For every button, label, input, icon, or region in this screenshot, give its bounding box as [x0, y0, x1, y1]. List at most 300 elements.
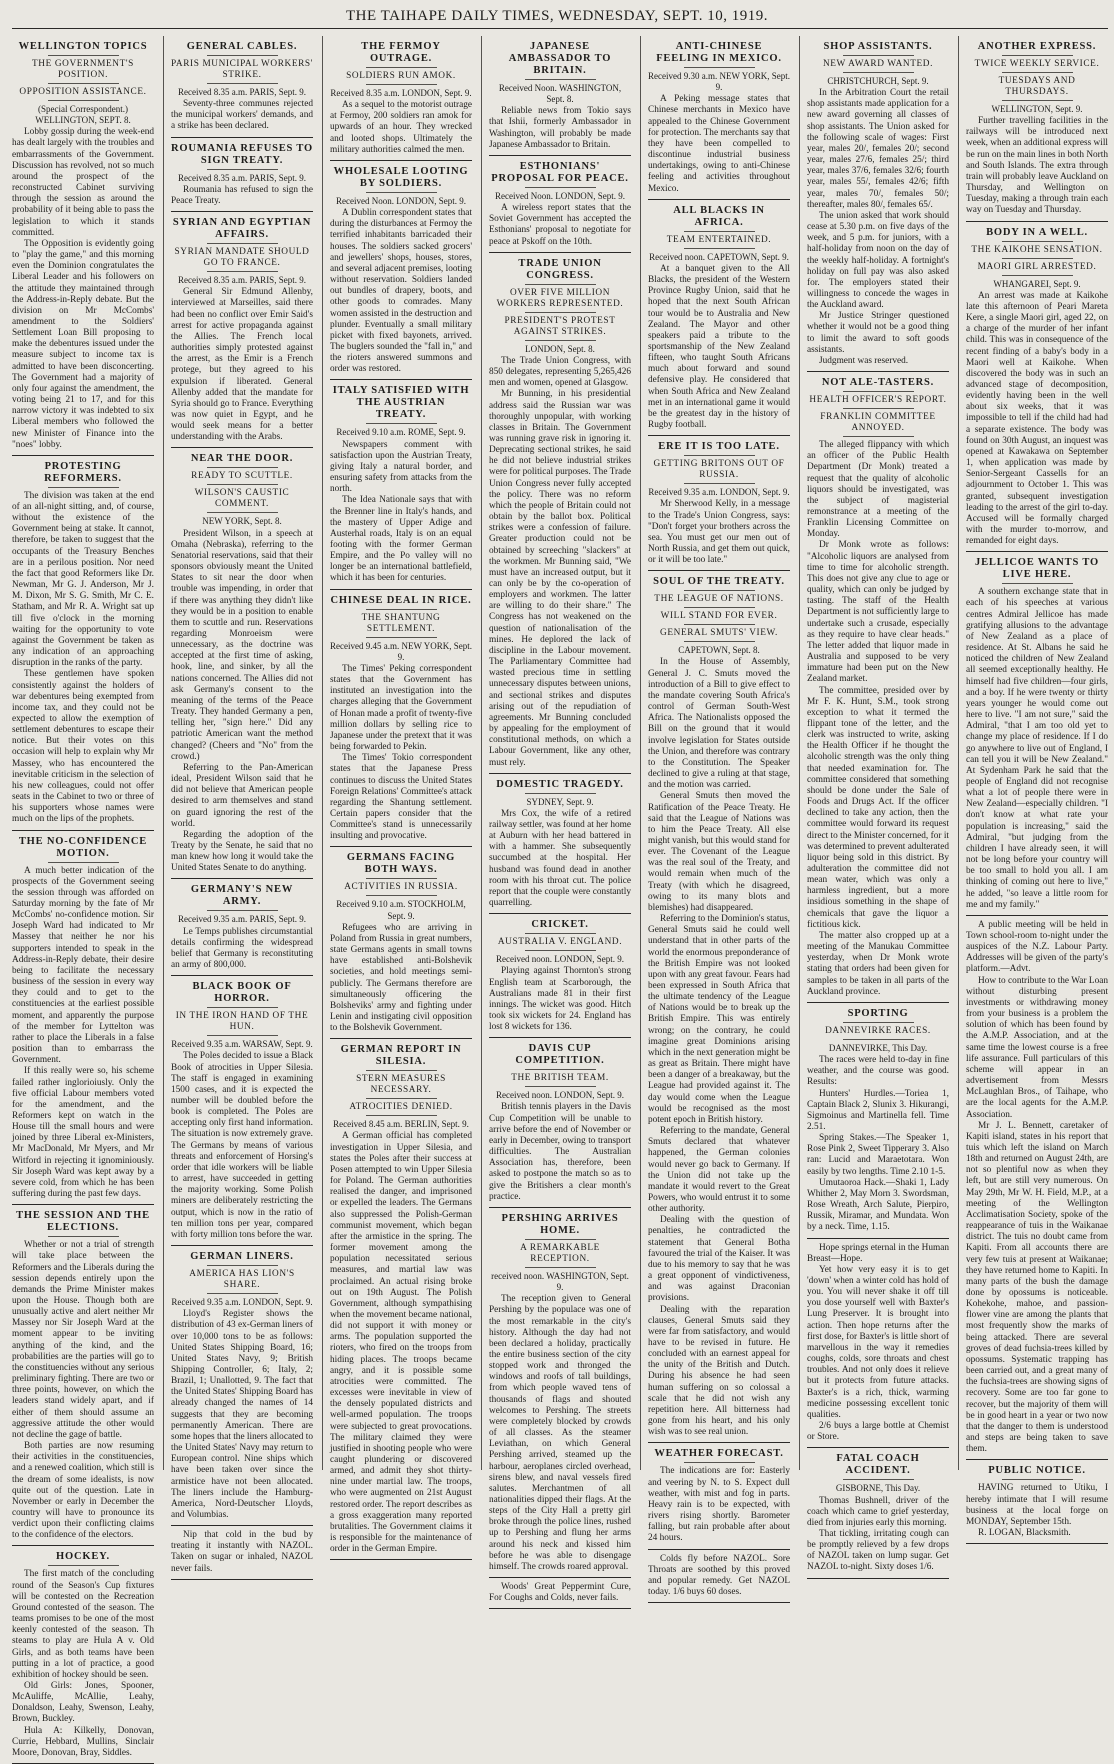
dateline: CHRISTCHURCH, Sept. 9.: [827, 76, 929, 86]
dateline: DANNEVIRKE, This Day.: [828, 1042, 928, 1053]
subheadline-rule: [207, 484, 278, 485]
article-paragraph: The Times' Peking correspondent states that the Government has instituted an investigation into the charges alleging that the Government of Honan made a profit of twenty-five million dollars by selling rice to Japanese under the pretext that it was being forwarded to Pekin.: [330, 663, 472, 753]
dateline: Received noon. CAPETOWN, Sept. 9.: [649, 251, 789, 262]
headline: JELLICOE WANTS TO LIVE HERE.: [975, 557, 1099, 581]
news-article: [12, 1551, 154, 1764]
subheadline-rule: [525, 312, 596, 313]
article-paragraph: An arrest was made at Kaikohe late this afternoon of Peari Mareta Kere, a single Maori girl, aged 22, on a charge of the murder of her infant child. This was in consequence of the recent finding of a baby's body in a Maori well at Kaikohe. When discovered the body was in such an advanced stage of decomposition, evidently having been in the well about six weeks, that it was impossible to tell if the child had had a separate existence. The body was found on 30th August, an inquest was opened at Kawakawa on September 1, when application was made by Senior-Sergeant Cassells for an adjournment to October 1. This was granted, subsequent investigation leading to the arrest of the girl to-day. Accused will be formally charged with the murder to-morrow, and remanded for eight days.: [966, 290, 1108, 547]
headline: DAVIS CUP COMPETITION.: [515, 1043, 605, 1067]
article-end-rule: [648, 199, 790, 200]
article-end-rule: [171, 975, 313, 976]
article-paragraph: A wireless report states that the Soviet Government has accepted the Esthonians' proposal to negotiate for peace at Pskoff on the 10th.: [489, 203, 631, 247]
article-paragraph: Woods' Great Peppermint Cure, For Coughs and Colds, never fails.: [489, 1582, 631, 1604]
article-paragraph: The Times' Tokio correspondent states that the Japanese Press continues to discuss the United States Foreign Relations' Committee's attack regarding the Shantung settlement. Certain papers consider that the Committee's stand is unnecessarily insulting and provocative.: [330, 753, 472, 842]
article-end-rule: [807, 371, 949, 372]
article-end-rule: [171, 1579, 313, 1580]
headline-rule: [366, 423, 437, 424]
subheadline-rule: [684, 248, 755, 249]
headline-rule: [525, 793, 596, 794]
article-paragraph: British tennis players in the Davis Cup Competition will be unable to arrive before the end of November or early in December, owing to transport difficulties. The Australian Association has, therefore, been asked to postpone the match so as to give the Britishers a clear month's practice.: [489, 1102, 631, 1202]
article-paragraph: The matter also cropped up at a meeting of the Manukau Committee yesterday, when Dr Monk wrote stating that orders had been given for samples to be taken in all parts of the Auckland province.: [807, 930, 949, 997]
article-end-rule: [966, 915, 1108, 916]
news-column: [648, 36, 791, 1597]
article-end-rule: [807, 1238, 949, 1239]
subheadline-rule: [684, 641, 755, 642]
headline: SHOP ASSISTANTS.: [823, 41, 933, 52]
article-end-rule: [171, 211, 313, 212]
article-paragraph: Referring to the Dominion's status, General Smuts said he could well understand that in other parts of the world the enormous preponderance of the British Empire was not looked upon with any great favour. Fears had been expressed in South Africa that the ultimate tendency of the League of Nations would be to break up the British Empire. This was entirely wrong; on the contrary, he could imagine great Dominions arising which in the next generation might be as great as Britain. There might have been a danger of a breakaway, but the League had provided against it. The day would come when the League would be recognised as the most potent epoch in British history.: [648, 914, 791, 1125]
article-paragraph: Seventy-three communes rejected the municipal workers' demands, and a strike has been declared.: [171, 99, 313, 132]
headline: HOCKEY.: [56, 1551, 110, 1563]
headline: PROTESTING REFORMERS.: [44, 460, 122, 484]
headline-rule: [684, 231, 755, 232]
news-article: [807, 1008, 949, 1239]
article-paragraph: The division was taken at the end of an all-night sitting, and, of course, without the existence of the Government being at stake. It cannot, therefore, be taken to suggest that the occupants of the Treasury Benches are in a perilous position. Nor need the fact that good Reformers like Dr. Newman, Mr G. J. Anderson, Mr J. M. Dixon, Mr S. G. Smith, Mr C. E. Statham, and Mr R. A. Wright sat up till five o'clock in the morning waiting for the opportunity to vote against the Government be taken as any indication of an approaching disruption in the ranks of the party.: [12, 490, 154, 669]
headline-rule: [207, 910, 278, 911]
news-column: [12, 36, 154, 1758]
subheadline: THE LEAGUE OF NATIONS.: [654, 594, 784, 605]
subheadline-rule: [684, 624, 755, 625]
headline-rule: [843, 55, 914, 56]
news-article: [12, 836, 154, 1206]
dateline: Received 8.45 a.m. BERLIN, Sept. 9.: [333, 1119, 469, 1130]
article-end-rule: [12, 1545, 154, 1546]
article-paragraph: Newspapers comment with satisfaction upon the Austrian Treaty, giving Italy a natural border, and ensuring safety from attacks from the north.: [330, 439, 472, 495]
column-rule: [799, 36, 800, 1470]
headline-rule: [366, 878, 437, 879]
subheadline-rule: [48, 83, 119, 84]
headline-rule: [48, 1236, 119, 1237]
subheadline: READY TO SCUTTLE.: [191, 471, 293, 482]
article-end-rule: [966, 1543, 1108, 1544]
dateline: Received 8.35 a.m. PARIS, Sept. 9.: [178, 172, 306, 183]
dateline: Received 9.35 a.m. PARIS, Sept. 9.: [178, 914, 306, 925]
dateline: Received noon. LONDON, Sept. 9.: [496, 954, 624, 965]
article-end-rule: [330, 846, 472, 847]
subheadline-rule: [1002, 100, 1073, 101]
headline: ANTI-CHINESE FEELING IN MEXICO.: [656, 41, 782, 64]
dateline: Received noon. LONDON, Sept. 9.: [496, 1090, 624, 1101]
article-end-rule: [966, 1459, 1108, 1460]
article-paragraph: The indications are for: Easterly and veering by N. to S. Expect dull weather, with mist and fog in parts. Heavy rain is to be expected, with rivers rising shortly. Barometer falling, but rain probable after about 24 hours.: [648, 1466, 790, 1544]
article-paragraph: If this really were so, his scheme failed rather inglorioiusly. Only the five official Labour members voted for the amendment, and the Reformers kept on watch in the House till the small hours and were joined by three Liberal ex-Ministers, Mr MacDonald, Mr Myers, and Mr Witford in rejecting it ignominiously. Sir Joseph Ward was kept away by a severe cold, from which he has been suffering during the past few days.: [12, 1066, 154, 1200]
article-end-rule: [12, 1204, 154, 1205]
article-paragraph: General Smuts then moved the Ratification of the Peace Treaty. He said that the League of Nations was to him the Peace Treaty. All else might vanish, but this would stand for ever. The Covenant of the League was the real soul of the Treaty, and would remain when much of the Treaty (with which he disagreed, owing to its many blots and blemishes) had disappeared.: [648, 791, 790, 913]
headline: NOT ALE-TASTERS.: [821, 377, 935, 389]
article-end-rule: [489, 252, 631, 253]
news-article: [12, 41, 154, 456]
news-column: [489, 36, 631, 1604]
news-article: [489, 1582, 631, 1609]
headline: ERE IT IS TOO LATE.: [658, 441, 780, 453]
dateline: received noon. WASHINGTON, Sept. 9.: [491, 1270, 629, 1293]
headline: CHINESE DEAL IN RICE.: [330, 594, 472, 606]
headline-rule: [843, 1479, 914, 1480]
news-article: [489, 258, 631, 774]
article-paragraph: Dealing with the question of penalties, he contradicted the statement that General Botha favoured the trial of the Kaiser. It was due to his memory to say that he was a great opponent of vindictiveness, and was against Draconian provisions.: [648, 1215, 790, 1304]
news-column: [966, 36, 1109, 1538]
headline: ROUMANIA REFUSES TO SIGN TREATY.: [171, 142, 314, 166]
headline-rule: [1002, 55, 1073, 56]
headline: GERMANS FACING BOTH WAYS.: [346, 852, 456, 876]
news-column: [807, 36, 949, 1573]
subheadline: FRANKLIN COMMITTEE ANNOYED.: [820, 412, 936, 434]
article-end-rule: [171, 447, 313, 448]
article-paragraph: Referring to the mandate, General Smuts declared that whatever happened, the German colonies would never go back to Germany. If the Union did not take up the mandate it would revert to the Great Powers, who would entrust it to some other authority.: [648, 1126, 790, 1215]
dateline: Received Noon. LONDON, Sept. 9.: [336, 195, 466, 206]
article-end-rule: [171, 878, 313, 879]
headline-rule: [207, 1265, 278, 1266]
news-article: [12, 1210, 154, 1546]
article-paragraph: A Dublin correspondent states that during the disturbances at Fermoy the terrified inhabitants barricaded their houses. The soldiers sacked grocers' and jewellers' shops, houses, stores, and several adjacent premises, looting without reservation. Soldiers landed out bundles of drapery, boots, and other goods to comrades. Many women assisted in the destruction and plunder. Eventually a small military picket with fixed bayonets, arrived. The buglers sounded the "fall in," and the rioters answered summons and order was restored.: [330, 208, 472, 375]
subheadline-rule: [366, 637, 437, 638]
news-article: [489, 1213, 631, 1578]
article-paragraph: Refugees who are arriving in Poland from Russia in great numbers, state Germans agents in small towns have established anti-Bolshevik societies, and hold meetings semi-publicly. The Germans therefore are simultaneously officering the Bolsheviks' army and fighting under Lenin and instigating civil opposition to the Bolshevik Government.: [330, 922, 472, 1034]
headline-rule: [843, 1022, 914, 1023]
subheadline: AMERICA HAS LION'S SHARE.: [189, 1269, 295, 1291]
article-end-rule: [648, 1442, 790, 1443]
headline: GERMAN REPORT IN SILESIA.: [340, 1044, 462, 1068]
dateline: Received 8.35 a.m. PARIS, Sept. 9.: [178, 87, 306, 97]
subheadline: SYRIAN MANDATE SHOULD GO TO FRANCE.: [174, 247, 310, 269]
article-paragraph: President Wilson, in a speech at Omaha (Nebraska), referring to the Senatorial reservations, said that their sponsors obviously meant the United States to sit near the door when trouble was impending, in order that if there was anything they didn't like they would be in a position to enable them to scuttle and run. Reservations regarding Monroeism were unnecessary, as the doctrine was accepted at the first time of asking, hook, line, and sinker, by all the nations concerned. The Allies did not ask Germany's consent to the meaning of the terms of the Peace Treaty. They handed Germany a pen, telling her, "sign here." Did any patriotic American want the method changed? (Cheers and "No" from the crowd.): [171, 528, 313, 762]
news-article: [648, 41, 790, 200]
article-paragraph: Spring Stakes.—The Speaker 1, Rose Pink 2, Sweet Tipperary 3. Also ran: Lucid and Maraetotara. Won easily by two lengths. Time 2.10 1-5.: [807, 1133, 949, 1177]
dateline: CAPETOWN, Sept. 8.: [678, 645, 760, 656]
column-rule: [958, 36, 959, 1470]
subheadline: THE GOVERNMENT'S POSITION.: [32, 59, 134, 80]
subheadline-rule: [525, 950, 596, 951]
dateline: Received 9.45 a.m. NEW YORK, Sept. 9.: [330, 640, 472, 662]
news-article: [966, 1465, 1108, 1544]
dateline: Received 9.35 a.m. LONDON, Sept. 9.: [648, 487, 790, 498]
subheadline: WILSON'S CAUSTIC COMMENT.: [194, 488, 290, 510]
news-article: [489, 41, 631, 156]
headline: BLACK BOOK OF HORROR.: [192, 981, 292, 1005]
article-paragraph: Hunters' Hurdles.—Toriea 1, Captain Black 2, Slunix 3. Hikurangi, Sigmoinus and Martinella fell. Time 2.51.: [807, 1088, 949, 1132]
subheadline: A REMARKABLE RECEPTION.: [520, 1242, 600, 1264]
dateline: WELLINGTON, Sept. 9.: [991, 104, 1083, 114]
dateline: Received 8.35 a.m. LONDON, Sept. 9.: [330, 88, 472, 98]
news-column: [171, 36, 314, 1574]
news-article: [648, 576, 790, 1443]
column-rule: [481, 36, 482, 1470]
headline-rule: [525, 284, 596, 285]
news-article: [648, 205, 790, 437]
article-end-rule: [171, 137, 313, 138]
article-paragraph: R. LOGAN, Blacksmith.: [978, 1527, 1071, 1538]
subheadline: OPPOSITION ASSISTANCE.: [19, 87, 147, 97]
article-paragraph: The Trade Union Congress, with 850 delegates, representing 5,265,426 men and women, opened at Glasgow.: [489, 355, 631, 389]
news-article: [489, 779, 631, 915]
subheadline-rule: [843, 72, 914, 73]
subheadline: AUSTRALIA V. ENGLAND.: [497, 937, 623, 948]
article-end-rule: [330, 589, 472, 590]
subheadline-rule: [525, 340, 596, 341]
headline-rule: [684, 455, 755, 456]
news-article: [171, 1530, 313, 1580]
news-article: [966, 920, 1108, 1461]
article-end-rule: [489, 155, 631, 156]
headline: GERMAN LINERS.: [190, 1251, 294, 1263]
subheadline-rule: [207, 1035, 278, 1036]
article-paragraph: A German official has completed investigation in Upper Silesia, and states the Poles after their success at Posen attempted to win Upper Silesia for Poland. The German authorities realised the danger, and imprisoned or expelled the leaders. The Germans also suppressed the Polish-German communist movement, which began after the armistice in the spring. The former movement among the population necessitated serious measures, and martial law was proclaimed. An actual rising broke out on 19th August. The Polish Government, although sympathising when the movement became national, did not support it with money or arms. The population supported the rioters, who fired on the troops from hiding places. The troops became angry, and it is possible some atrocities were committed. The excesses were inevitable in view of the densely populated districts and well-armed population. The troops were subjected to great provocations. The military claimed they were justified in shooting people who were caught plundering or discovered armed, and admit they shot thirty-nine under martial law. The troops, who were augmented on 21st August restored order. The report describes as a gross exaggeration many reported brutalities. The Government claims it is responsible for the maintenance of order in the German Empire.: [330, 1131, 472, 1555]
news-article: [171, 143, 313, 212]
news-article: [966, 557, 1108, 916]
headline: GENERAL CABLES.: [186, 41, 298, 52]
headline-rule: [525, 1239, 596, 1240]
article-end-rule: [330, 379, 472, 380]
article-end-rule: [330, 160, 472, 161]
dateline: SYDNEY, Sept. 9.: [526, 796, 594, 807]
article-paragraph: Mr Sherwood Kelly, in a message to the Trade's Union Congress, says: "Don't forget your brothers across the sea. You must get our men out of North Russia, and get them out quick, or it will be too late.": [648, 499, 790, 566]
headline: JAPANESE AMBASSADOR TO BRITAIN.: [508, 41, 612, 76]
article-paragraph: Referring to the Pan-American ideal, President Wilson said that he did not believe that American people desired to arm themselves and stand on guard ignoring the rest of the world.: [171, 762, 313, 829]
article-end-rule: [648, 1602, 790, 1603]
headline-rule: [684, 67, 755, 68]
article-end-rule: [330, 1559, 472, 1560]
subheadline: GENERAL SMUTS' VIEW.: [660, 628, 778, 639]
headline: PUBLIC NOTICE.: [988, 1465, 1086, 1477]
headline: NEAR THE DOOR.: [190, 453, 294, 465]
news-article: [966, 41, 1108, 222]
article-end-rule: [648, 570, 790, 571]
article-end-rule: [12, 830, 154, 831]
article-paragraph: At a banquet given to the All Blacks, the president of the Western Province Rugby Union, said that he hoped that the next South African tour would be to Australia and New Zealand. The Mayor and other speakers paid a tribute to the sportsmanship of the New Zealand fifteen, who taught South Africans much about forward and sound defensive play. He considered that when South Africa and New Zealand met in an international game it would be the greatest day in the history of Rugby football.: [648, 263, 790, 431]
subheadline-rule: [1002, 72, 1073, 73]
news-article: [171, 981, 313, 1246]
article-paragraph: As a sequel to the motorist outrage at Fermoy, 200 soldiers ran amok for upwards of an hour. They wrecked and looted shops. Ultimately the military authorities calmed the men.: [330, 100, 472, 155]
article-paragraph: Dr Monk wrote as follows: "Alcoholic liquors are analysed from time to time for alcoholic strength. This does not give any clue to age or quality, which can only be judged by tasting. The staff of the Health Department is not sufficiently large to undertake such a crusade, especially as they require to have clear heads." The letter added that liquor made in Australia and supposed to be very immature had been put on the New Zealand market.: [807, 540, 949, 685]
article-end-rule: [966, 551, 1108, 552]
subheadline: THE BRITISH TEAM.: [511, 1073, 609, 1084]
dateline: Received 9.35 a.m. LONDON, Sept. 9.: [171, 1297, 313, 1308]
subheadline-rule: [366, 84, 437, 85]
subheadline: TWICE WEEKLY SERVICE.: [974, 59, 1100, 69]
article-paragraph: The Opposition is evidently going to "play the game," and this morning even the Dominion congratulates the Liberal Leader and his followers on the attitude they maintained through the Address-in-Reply debate. But the division on Mr McCombs' amendment to the Soldiers' Settlement Loan Bill proposing to make the debentures issued under the measure subject to income tax is admitted to have been disconcerting. The Government had a majority of only four against the amendment, the voting being 21 to 17, and for this narrow victory it was indebted to six Liberal members who followed the new Minister of Finance into the "noes" lobby.: [12, 238, 154, 450]
headline-rule: [684, 590, 755, 591]
headline-rule: [207, 467, 278, 468]
article-paragraph: Regarding the adoption of the Treaty by the Senate, he said that no man knew how long it would take the United States Senate to do anything.: [171, 829, 313, 874]
headline-rule: [843, 391, 914, 392]
article-end-rule: [12, 455, 154, 456]
subheadline-rule: [366, 895, 437, 896]
subheadline: HEALTH OFFICER'S REPORT.: [809, 395, 947, 406]
headline-rule: [1002, 1479, 1073, 1480]
subheadline-rule: [366, 1115, 437, 1116]
headline-rule: [525, 79, 596, 80]
subheadline: NEW AWARD WANTED.: [822, 59, 934, 69]
headline: GERMANY'S NEW ARMY.: [190, 884, 294, 908]
subheadline-rule: [48, 100, 119, 101]
news-article: [807, 1453, 949, 1578]
news-article: [330, 166, 472, 381]
article-paragraph: In the House of Assembly, General J. C. Smuts moved the introduction of a Bill to give effect to the mandate covering South Africa's control of German South-West Africa. The Nationalists opposed the Bill on the ground that it would involve legislation for States outside the Union, and therefore was contrary to the Constitution. The Speaker declined to give a ruling at that stage, and the motion was carried.: [648, 657, 790, 791]
dateline: GISBORNE, This Day.: [835, 1483, 921, 1494]
news-article: [489, 919, 631, 1038]
article-end-rule: [807, 1002, 949, 1003]
news-article: [648, 1448, 790, 1549]
column-rule: [322, 36, 323, 1470]
article-paragraph: A southern exchange state that in each of his speeches at various centres Admiral Jellicoe has made gratifying allusions to the advantage of New Zealand as a place of residence. At St. Albans he said he noticed the children of New Zealand all seemed exceptionally healthy. He himself had five children—four girls, and a boy. If he were twenty or thirty years younger he would come out here to live. "I am not sure," said the Admiral, "that I am too old yet to change my place of residence. If I do go anywhere to live out of England, I can tell you it will be New Zealand." At Sydenham Park he said that the people of England did not recognise what a lot of people there were in New Zealand—especially children. "I don't know at what rate your population is increasing," said the Admiral, "but judging from the children I have already seen, it will not be long before your country will be too small to hold you all. I am thinking of coming out here to live," he added, "so leave a little room for me and my family.": [966, 587, 1108, 910]
subheadline-rule: [1002, 275, 1073, 276]
article-paragraph: Lloyd's Register shows the distribution of 43 ex-German liners of over 10,000 tons to be as follows: United States Shipping Board, 16; United States Navy, 9; British Shipping Controller, 6; Italy, 2; Brazil, 1; Unallotted, 9. The fact that the United States' Shipping Board has already changed the names of 14 suggests that they are becoming permanently American. There are some hopes that the liners allocated to the United States' Navy may return to European control. Nine ships which have been taken over since the armistice have not been allocated. The liners include the Hamburg-America, Nord-Deutscher Lloyds, and Volumbias.: [171, 1309, 313, 1520]
article-paragraph: Further travelling facilities in the railways will be introduced next week, when an additional express will be run on the main lines in both North and South Islands. The extra through train will probably leave Auckland on Thursday, and Wellington on Tuesday, making a through train each way on Tuesday and Thursday.: [966, 116, 1109, 216]
subheadline: GETTING BRITONS OUT OF RUSSIA.: [653, 459, 785, 481]
headline: ALL BLACKS IN AFRICA.: [673, 204, 765, 228]
news-article: [330, 852, 472, 1039]
subheadline: WILL STAND FOR EVER.: [660, 611, 778, 622]
subheadline-rule: [843, 436, 914, 437]
news-article: [966, 227, 1108, 553]
subheadline: TEAM ENTERTAINED.: [666, 234, 772, 245]
headline: FATAL COACH ACCIDENT.: [836, 1453, 920, 1477]
subheadline: ATROCITIES DENIED.: [349, 1102, 453, 1113]
news-article: [807, 41, 949, 372]
article-paragraph: The reception given to General Pershing by the populace was one of the most remarkable in the city's history. Although the day had not been declared a holiday, practically the entire business section of the city stopped work and thronged the windows and roofs of tall buildings, from which people waved tens of thousands of flags and shouted welcomes to Pershing. The streets were completely blocked by crowds of all classes. As the steamer Leviathan, on which General Pershing arrived, steamed up the harbour, aeroplanes circled overhead, sirens blew, and naval vessels fired salutes. Merchantmen of all nationalities dipped their flags. At the steps of the City Hall a pretty girl broke through the police lines, rushed up to Pershing and flung her arms around his neck and kissed him before he was able to disengage himself. The crowds roared approval.: [489, 1294, 631, 1572]
column-rule: [163, 36, 164, 1470]
headline-rule: [525, 187, 596, 188]
news-column: [330, 36, 472, 1555]
dateline: Received 8.35 a.m. PARIS, Sept. 9.: [178, 275, 306, 286]
subheadline-rule: [525, 1086, 596, 1087]
news-article: [171, 884, 313, 976]
article-paragraph: 2/6 buys a large bottle at Chemist or Store.: [807, 1421, 949, 1443]
headline: ANOTHER EXPRESS.: [977, 41, 1097, 52]
article-paragraph: The union asked that work should cease at 5.30 p.m. on five days of the week, and 5 p.m. for juniors, with a half-holiday from noon on the day of the weekly half-holiday. A fortnight's holiday on full pay was also asked for. The employers stated their willingness to concede the wages in the Auckland award.: [807, 210, 949, 311]
article-paragraph: The Idea Nationale says that with the Brenner line in Italy's hands, and the mastery of Upper Adige and Austerhal roads, Italy is on an equal footing with the former German Empire, and the Po valley will no longer be an international battlefield, which it has been for centuries.: [330, 495, 472, 584]
article-paragraph: Le Temps publishes circumstantial details confirming the widespread belief that Germany is reconstituting an army of 800,000.: [171, 926, 313, 971]
headline-rule: [366, 67, 437, 68]
headline-rule: [525, 933, 596, 934]
subheadline-rule: [525, 1267, 596, 1268]
dateline: Received Noon. WASHINGTON, Sept. 8.: [498, 83, 622, 105]
article-paragraph: Mrs Cox, the wife of a retired railway settler, was found at her home at Auburn with her head battered in with a hammer. She subsequently succumbed at the hospital. Her husband was found dead in another room with his throat cut. The police report that the couple were constantly quarrelling.: [489, 808, 631, 909]
headline: CRICKET.: [531, 919, 589, 931]
headline-rule: [684, 1462, 755, 1463]
dateline: Received 9.10 a.m. STOCKHOLM, Sept. 9.: [336, 899, 466, 921]
headline: SOUL OF THE TREATY.: [653, 576, 785, 588]
article-paragraph: Lobby gossip during the week-end has dealt largely with the troubles and embarrassments of the Government. Discussion has revolved, not so much around the prospect of the reconstructed Cabinet surviving through the session as around the probability of it being able to pass the legislation to which it stands committed.: [12, 127, 154, 238]
headline-rule: [48, 55, 119, 56]
column-rule: [640, 36, 641, 1470]
news-article: [489, 1043, 631, 1208]
subheadline: STERN MEASURES NECESSARY.: [356, 1074, 446, 1096]
headline: TRADE UNION CONGRESS.: [518, 257, 602, 281]
article-paragraph: The races were held to-day in fine weather, and the course was good. Results:: [807, 1055, 949, 1088]
article-paragraph: Yet how very easy it is to get 'down' when a winter cold has hold of you. You will never shake it off till you dose yourself well with Baxter's Lung Preserver. It is brought into action. Then hope returns after the first dose, for Baxter's is little short of marvellous in the way it remedies coughs, colds, sore throats and chest troubles. And not only does it relieve but it protects from future attacks. Baxter's is a rich, thick, warming medicine possessing excellent tonic qualities.: [807, 1264, 949, 1420]
headline: SPORTING: [847, 1007, 909, 1019]
article-paragraph: A Peking message states that Chinese merchants in Mexico have appealed to the Chinese Government for protection. The merchants say that they have been compelled to discontinue industrial business undertakings, owing to anti-Chinese feeling and activities throughout Mexico.: [648, 94, 790, 194]
article-end-rule: [489, 1037, 631, 1038]
headline-rule: [1002, 241, 1073, 242]
headline: THE NO-CONFIDENCE MOTION.: [18, 835, 148, 859]
subheadline-rule: [843, 1039, 914, 1040]
news-article: [171, 217, 313, 448]
article-paragraph: How to contribute to the War Loan without disturbing present investments or withdrawing money from your business is a problem the solution of which has been found by the A.M.P. Association, and at the same time the lowest course is a free life assurance. Full particulars of this scheme will appear in an advertisement from Messrs McLaughlan Bros., of Taihape, who are the local agents for the A.M.P. Association.: [966, 975, 1108, 1120]
masthead-title: THE TAIHAPE DAILY TIMES, WEDNESDAY, SEPT. 10, 1919.: [346, 8, 768, 24]
masthead-rule: [12, 28, 1108, 29]
article-paragraph: Dealing with the reparation clauses, General Smuts said they were far from satisfactory, and would have to be revised in future. He concluded with an earnest appeal for the unity of the British and Dutch. During his absence he had seen human suffering on so colossal a scale that he did not wish any repetition here. All bitterness had gone from his heart, and his only wish was to see real union.: [648, 1304, 790, 1438]
news-article: [648, 441, 790, 571]
headline-rule: [366, 609, 437, 610]
subheadline: MAORI GIRL ARRESTED.: [977, 261, 1097, 272]
article-paragraph: Umutaoroa Hack.—Shaki 1, Lady Whither 2, May Morn 3. Swordsman, Rose Wreath, Arch Salute, Pierpiro, Russik, Miramar, and Mundata. Won by a neck. Time, 1.15.: [807, 1177, 949, 1233]
article-paragraph: Reliable news from Tokio says that Ishii, formerly Ambassador in Washington, will probably be made Japanese Ambassador to Britain.: [489, 106, 631, 150]
dateline: Received 9.35 a.m. WARSAW, Sept. 9.: [171, 1039, 313, 1050]
subheadline-rule: [843, 408, 914, 409]
subheadline: PARIS MUNICIPAL WORKERS' STRIKE.: [171, 59, 313, 80]
headline-rule: [207, 55, 278, 56]
article-paragraph: Whether or not a trial of strength will take place between the Reformers and the Liberals during the session depends entirely upon the demands the Prime Minister makes upon the House. Though both are unusually active and alert neither Mr Massey nor Sir Joseph Ward at the moment appear to be inviting anything of the kind, and the probabilities are the parties will go to the constituencies without any serious preliminary fighting. There are two or three points, however, on which the leaders stand widely apart, and if either of them should assume an aggressive attitude the other would not decline the gage of battle.: [12, 1240, 154, 1440]
article-paragraph: The first match of the concluding round of the Season's Cup fixtures will be contested on the Recreation Ground contested of the season. The teams promises to be one of the most keenly contested of the season. Th steams to play are Hula A v. Old Girls, and as both teams have been putting in a lot of practice, a good exhibition of hockey should be seen.: [12, 1569, 154, 1680]
article-end-rule: [648, 1549, 790, 1550]
article-end-rule: [648, 435, 790, 436]
dateline: LONDON, Sept. 8.: [525, 343, 595, 354]
news-article: [171, 41, 313, 138]
headline: WHOLESALE LOOTING BY SOLDIERS.: [333, 165, 469, 189]
subheadline-rule: [366, 1098, 437, 1099]
article-paragraph: Old Girls: Jones, Spooner, McAuliffe, McAllie, Leahy, Donaldson, Leahy, Swenson, Leahy, Brown, Buckley.: [12, 1681, 154, 1725]
article-end-rule: [489, 1207, 631, 1208]
news-article: [807, 377, 949, 1003]
news-article: [330, 1044, 472, 1560]
article-paragraph: That tickling, irritating cough can be promptly relieved by a few drops of NAZOL taken on lump sugar. Get NAZOL to-night. Sixty doses 1/6.: [807, 1528, 949, 1573]
article-end-rule: [330, 1038, 472, 1039]
headline: ESTHONIANS' PROPOSAL FOR PEACE.: [491, 160, 629, 184]
article-paragraph: The committee, presided over by Mr F. K. Hunt, S.M., took strong exception to what it termed the flippant tone of the letter, and the clerk was instructed to write, asking the Health Officer if he thought the alcoholic strength was the only thing that needed examination for. The committee considered that something should be done under the Sale of Foods and Drugs Act. If the officer declined to take any action, then the committee would forward its request direct to the Minister concerned, for it was determined to prevent adulterated liquor being sold in this district. By adulteration the committee did not mean water, which was only a harmless ingredient, but a more insidious something in the shape of chemicals that gave the liquor a fictitious kick.: [807, 685, 949, 930]
article-paragraph: The Poles decided to issue a Black Book of atrocities in Upper Silesia. The staff is engaged in examining 1500 cases, and it is expected the number will be doubled before the book is completed. The Poles are accepting only first hand information. The situation is now extremely grave. The Germans by means of various threats and enforcement of Horsing's order that idle workers will be liable to arrest, have succeeded in getting the majority working. Some Polish miners are deliberately restricting the output, which is now in the ratio of ten million tons per year, compared with forty million tons before the war.: [171, 1051, 313, 1240]
article-paragraph: Hope springs eternal in the Human Breast—Hope.: [807, 1242, 949, 1264]
article-paragraph: General Sir Edmund Allenby, interviewed at Marseilles, said there had been no conflict over Emir Said's arrest for active propaganda against the Allies. The French local authorities simply protested against the arrest, as the Emir is a French protege, but they agreed to his expulsion if liberated. General Allenby added that the mandate for Syria should go to France. Everything was now quiet in Egypt, and he would seek means for a better understanding with the Arabs.: [171, 287, 313, 443]
subheadline: PRESIDENT'S PROTEST AGAINST STRIKES.: [504, 315, 616, 337]
headline-rule: [366, 192, 437, 193]
subheadline-rule: [207, 83, 278, 84]
subheadline: OVER FIVE MILLION WORKERS REPRESENTED.: [496, 287, 624, 309]
subheadline: IN THE IRON HAND OF THE HUN.: [175, 1011, 309, 1033]
news-article: [330, 41, 472, 161]
dateline: Received 9.30 a.m. NEW YORK, Sept. 9.: [648, 71, 790, 93]
headline: DOMESTIC TRAGEDY.: [496, 778, 624, 790]
news-article: [489, 161, 631, 253]
headline: THE SESSION AND THE ELECTIONS.: [16, 1210, 150, 1234]
subheadline: ACTIVITIES IN RUSSIA.: [344, 882, 458, 893]
article-paragraph: Both parties are now resuming their activities in the constituencies, and a renewed coalition, which still is the dream of some idealists, is now quite out of the question. Late in November or early in December the country will have to pronounce its verdict upon their conflicting claims to the confidence of the electors.: [12, 1441, 154, 1541]
headline-rule: [525, 1069, 596, 1070]
article-end-rule: [807, 1447, 949, 1448]
article-paragraph: HAVING returned to Utiku, I hereby intimate that I will resume business at the local forge on MONDAY, September 15th.: [966, 1483, 1108, 1527]
headline: SYRIAN AND EGYPTIAN AFFAIRS.: [172, 217, 312, 241]
subheadline: THE KAIKOHE SENSATION.: [971, 244, 1103, 255]
headline: THE FERMOY OUTRAGE.: [361, 41, 441, 64]
article-end-rule: [171, 1245, 313, 1246]
article-end-rule: [171, 1525, 313, 1526]
article-paragraph: A much better indication of the prospects of the Government seeing the session through was afforded on Saturday morning by the fate of Mr McCombs' no-confidence motion. Sir Joseph Ward had indicated to Mr Massey that neither he nor his supporters intended to speak in the Address-in-Reply debate, their desire being to facilitate the necessary business of the session in every way they could and to get to the constituencies at the earliest possible moment, and apparently the purpose of the member for Lyttelton was rather to place the Liberals in a false position than to embarrass the Government.: [12, 865, 154, 1066]
article-end-rule: [489, 913, 631, 914]
headline-rule: [48, 487, 119, 488]
news-article: [330, 595, 472, 848]
headline: WEATHER FORECAST.: [654, 1448, 784, 1460]
subheadline: THE SHANTUNG SETTLEMENT.: [361, 612, 441, 634]
article-paragraph: Colds fly before NAZOL. Sore Throats are soothed by this proved and popular remedy. Get NAZOL today. 1/6 buys 60 doses.: [648, 1553, 790, 1597]
headline-rule: [366, 1070, 437, 1071]
headline-rule: [48, 1565, 119, 1566]
subheadline: SOLDIERS RUN AMOK.: [346, 71, 456, 81]
news-article: [12, 461, 154, 831]
article-paragraph: Thomas Bushnell, driver of the coach which came to grief yesterday, died from injuries early this morning.: [807, 1495, 949, 1528]
subheadline-rule: [207, 271, 278, 272]
dateline: Received Noon. LONDON, Sept. 9.: [495, 190, 625, 201]
